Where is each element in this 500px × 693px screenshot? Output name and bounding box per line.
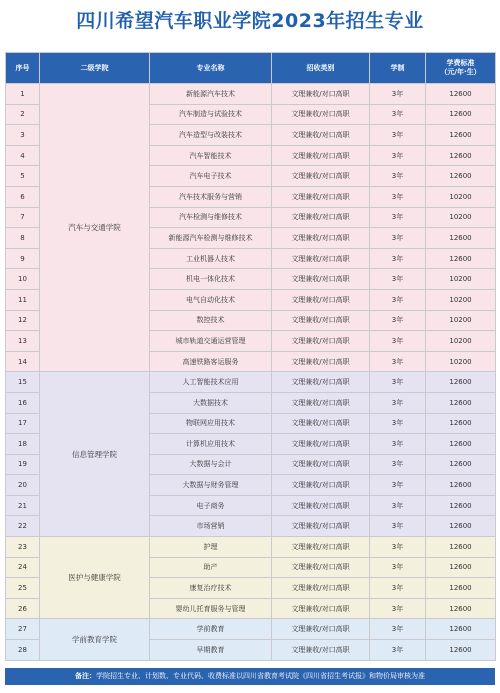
cell-seq: 3 [6, 125, 40, 146]
cell-major: 汽车造型与改装技术 [150, 125, 272, 146]
cell-fee: 10200 [426, 310, 496, 331]
cell-seq: 2 [6, 104, 40, 125]
cell-seq: 9 [6, 248, 40, 269]
cell-duration: 3年 [370, 413, 426, 434]
cell-major: 人工智能技术应用 [150, 372, 272, 393]
table-row [6, 537, 496, 558]
cell-seq: 28 [6, 640, 40, 661]
footer-note [5, 668, 495, 685]
cell-major: 机电一体化技术 [150, 269, 272, 290]
cell-fee: 12600 [426, 104, 496, 125]
cell-duration: 3年 [370, 104, 426, 125]
cell-seq: 25 [6, 578, 40, 599]
header-fee-line2: （元/年·生） [440, 68, 481, 76]
cell-fee: 12600 [426, 228, 496, 249]
cell-fee: 12600 [426, 619, 496, 640]
cell-category: 文理兼收/对口高职 [272, 495, 370, 516]
cell-major: 汽车技术服务与营销 [150, 186, 272, 207]
cell-major: 计算机应用技术 [150, 434, 272, 455]
cell-category: 文理兼收/对口高职 [272, 475, 370, 496]
page-title: 四川希望汽车职业学院2023年招生专业 [76, 10, 424, 32]
cell-fee: 12600 [426, 578, 496, 599]
cell-seq: 27 [6, 619, 40, 640]
cell-seq: 15 [6, 372, 40, 393]
cell-college: 汽车与交通学院 [40, 84, 150, 372]
cell-category: 文理兼收/对口高职 [272, 578, 370, 599]
cell-major: 汽车智能技术 [150, 145, 272, 166]
cell-seq: 4 [6, 145, 40, 166]
cell-duration: 3年 [370, 331, 426, 352]
cell-seq: 14 [6, 351, 40, 372]
cell-fee: 12600 [426, 598, 496, 619]
cell-major: 康复治疗技术 [150, 578, 272, 599]
cell-seq: 26 [6, 598, 40, 619]
header-major: 专业名称 [150, 53, 272, 84]
cell-fee: 10200 [426, 331, 496, 352]
cell-college: 信息管理学院 [40, 372, 150, 537]
cell-category: 文理兼收/对口高职 [272, 228, 370, 249]
note-text: 学院招生专业、计划数、专业代码、收费标准以四川省教育考试院《四川省招生考试报》和物价局审核为准 [96, 672, 425, 680]
cell-duration: 3年 [370, 495, 426, 516]
cell-seq: 19 [6, 454, 40, 475]
cell-fee: 12600 [426, 413, 496, 434]
cell-fee: 12600 [426, 475, 496, 496]
cell-category: 文理兼收/对口高职 [272, 413, 370, 434]
cell-category: 文理兼收/对口高职 [272, 351, 370, 372]
cell-fee: 12600 [426, 516, 496, 537]
cell-category: 文理兼收/对口高职 [272, 537, 370, 558]
cell-major: 助产 [150, 557, 272, 578]
cell-duration: 3年 [370, 186, 426, 207]
cell-duration: 3年 [370, 392, 426, 413]
cell-major: 大数据与会计 [150, 454, 272, 475]
cell-major: 汽车电子技术 [150, 166, 272, 187]
cell-seq: 7 [6, 207, 40, 228]
cell-category: 文理兼收/对口高职 [272, 516, 370, 537]
cell-category: 文理兼收/对口高职 [272, 166, 370, 187]
cell-duration: 3年 [370, 619, 426, 640]
cell-fee: 12600 [426, 434, 496, 455]
cell-fee: 12600 [426, 145, 496, 166]
cell-fee: 10200 [426, 207, 496, 228]
header-seq: 序号 [6, 53, 40, 84]
cell-category: 文理兼收/对口高职 [272, 104, 370, 125]
cell-major: 学前教育 [150, 619, 272, 640]
table-row [6, 372, 496, 393]
cell-fee: 12600 [426, 640, 496, 661]
cell-duration: 3年 [370, 475, 426, 496]
cell-major: 物联网应用技术 [150, 413, 272, 434]
header-fee-line1: 学费标准 [446, 59, 475, 67]
cell-fee: 12600 [426, 166, 496, 187]
note-label: 备注： [75, 672, 96, 680]
cell-category: 文理兼收/对口高职 [272, 145, 370, 166]
cell-fee: 10200 [426, 186, 496, 207]
cell-seq: 13 [6, 331, 40, 352]
cell-duration: 3年 [370, 125, 426, 146]
cell-fee: 10200 [426, 351, 496, 372]
cell-major: 新能源汽车检测与维修技术 [150, 228, 272, 249]
cell-duration: 3年 [370, 640, 426, 661]
cell-major: 汽车制造与试验技术 [150, 104, 272, 125]
cell-category: 文理兼收/对口高职 [272, 289, 370, 310]
cell-fee: 12600 [426, 248, 496, 269]
cell-duration: 3年 [370, 516, 426, 537]
cell-category: 文理兼收/对口高职 [272, 598, 370, 619]
cell-duration: 3年 [370, 351, 426, 372]
cell-duration: 3年 [370, 454, 426, 475]
cell-fee: 12600 [426, 392, 496, 413]
cell-category: 文理兼收/对口高职 [272, 372, 370, 393]
header-duration: 学制 [370, 53, 426, 84]
table-row [6, 619, 496, 640]
cell-duration: 3年 [370, 248, 426, 269]
cell-seq: 23 [6, 537, 40, 558]
cell-category: 文理兼收/对口高职 [272, 557, 370, 578]
cell-fee: 10200 [426, 289, 496, 310]
cell-seq: 10 [6, 269, 40, 290]
cell-major: 高速铁路客运服务 [150, 351, 272, 372]
header-category: 招收类别 [272, 53, 370, 84]
cell-duration: 3年 [370, 207, 426, 228]
cell-major: 工业机器人技术 [150, 248, 272, 269]
cell-college: 医护与健康学院 [40, 537, 150, 619]
cell-major: 护理 [150, 537, 272, 558]
cell-fee: 12600 [426, 125, 496, 146]
cell-duration: 3年 [370, 145, 426, 166]
cell-major: 新能源汽车技术 [150, 84, 272, 105]
cell-category: 文理兼收/对口高职 [272, 84, 370, 105]
cell-duration: 3年 [370, 166, 426, 187]
table-body [6, 84, 496, 661]
cell-category: 文理兼收/对口高职 [272, 392, 370, 413]
cell-fee: 12600 [426, 495, 496, 516]
header-fee [426, 53, 496, 84]
cell-seq: 6 [6, 186, 40, 207]
cell-fee: 12600 [426, 537, 496, 558]
cell-category: 文理兼收/对口高职 [272, 207, 370, 228]
cell-category: 文理兼收/对口高职 [272, 125, 370, 146]
cell-duration: 3年 [370, 578, 426, 599]
cell-major: 大数据与财务管理 [150, 475, 272, 496]
cell-college: 学前教育学院 [40, 619, 150, 660]
cell-fee: 12600 [426, 372, 496, 393]
cell-duration: 3年 [370, 537, 426, 558]
cell-seq: 21 [6, 495, 40, 516]
cell-duration: 3年 [370, 434, 426, 455]
cell-category: 文理兼收/对口高职 [272, 434, 370, 455]
admissions-table [5, 52, 496, 661]
table-header [6, 53, 496, 84]
cell-seq: 20 [6, 475, 40, 496]
cell-seq: 17 [6, 413, 40, 434]
cell-duration: 3年 [370, 228, 426, 249]
cell-major: 大数据技术 [150, 392, 272, 413]
cell-major: 电气自动化技术 [150, 289, 272, 310]
cell-major: 汽车检测与维修技术 [150, 207, 272, 228]
cell-fee: 12600 [426, 557, 496, 578]
cell-seq: 12 [6, 310, 40, 331]
cell-seq: 5 [6, 166, 40, 187]
cell-fee: 12600 [426, 84, 496, 105]
cell-duration: 3年 [370, 372, 426, 393]
cell-duration: 3年 [370, 310, 426, 331]
cell-category: 文理兼收/对口高职 [272, 269, 370, 290]
cell-duration: 3年 [370, 289, 426, 310]
cell-fee: 12600 [426, 454, 496, 475]
cell-major: 电子商务 [150, 495, 272, 516]
cell-seq: 24 [6, 557, 40, 578]
cell-category: 文理兼收/对口高职 [272, 186, 370, 207]
cell-duration: 3年 [370, 598, 426, 619]
cell-major: 市场营销 [150, 516, 272, 537]
cell-fee: 10200 [426, 269, 496, 290]
cell-seq: 1 [6, 84, 40, 105]
cell-major: 早期教育 [150, 640, 272, 661]
cell-seq: 16 [6, 392, 40, 413]
header-college: 二级学院 [40, 53, 150, 84]
cell-duration: 3年 [370, 557, 426, 578]
cell-category: 文理兼收/对口高职 [272, 619, 370, 640]
table-row [6, 84, 496, 105]
cell-duration: 3年 [370, 84, 426, 105]
cell-category: 文理兼收/对口高职 [272, 248, 370, 269]
cell-seq: 18 [6, 434, 40, 455]
cell-major: 婴幼儿托育服务与管理 [150, 598, 272, 619]
cell-seq: 8 [6, 228, 40, 249]
cell-category: 文理兼收/对口高职 [272, 454, 370, 475]
cell-seq: 22 [6, 516, 40, 537]
cell-category: 文理兼收/对口高职 [272, 640, 370, 661]
cell-major: 城市轨道交通运营管理 [150, 331, 272, 352]
cell-major: 数控技术 [150, 310, 272, 331]
cell-category: 文理兼收/对口高职 [272, 310, 370, 331]
cell-seq: 11 [6, 289, 40, 310]
cell-category: 文理兼收/对口高职 [272, 331, 370, 352]
cell-duration: 3年 [370, 269, 426, 290]
